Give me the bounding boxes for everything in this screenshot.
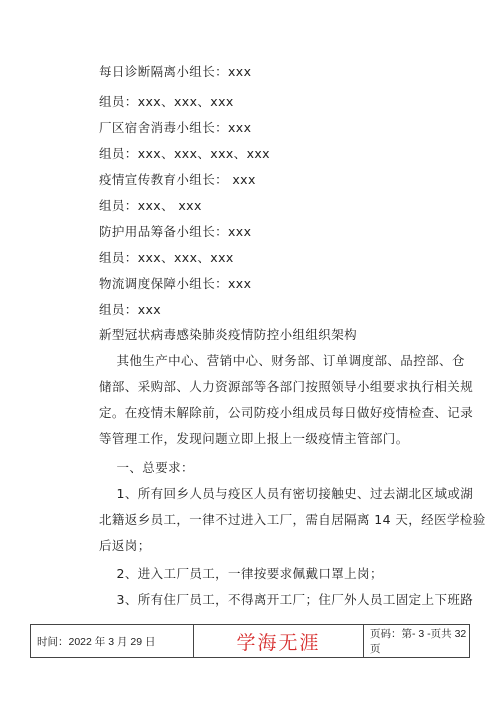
section-heading: 新型冠状病毒感染肺炎疫情防控小组组织架构	[99, 327, 358, 342]
paragraph-line: 1、所有回乡人员与疫区人员有密切接触史、过去湖北区域或湖	[99, 486, 474, 501]
text-line: 组员：xxx	[99, 302, 162, 317]
footer-logo	[194, 625, 364, 657]
footer-page-number: 页码：第- 3 -页共 32 页	[370, 628, 467, 655]
text-line: 组员：xxx、 xxx	[99, 198, 202, 213]
paragraph-line: 2、进入工厂员工，一律按要求佩戴口罩上岗；	[99, 566, 383, 581]
paragraph-line: 3、所有住厂员工，不得离开工厂；住厂外人员工固定上下班路	[99, 592, 474, 607]
footer-date: 时间：2022 年 3 月 29 日	[31, 625, 194, 657]
paragraph-line: 北籍返乡员工，一律不过进入工厂，需自居隔离 14 天，经医学检验	[99, 512, 486, 527]
text-line: 组员：xxx、xxx、xxx	[99, 94, 234, 109]
text-line: 组员：xxx、xxx、xxx	[99, 250, 234, 265]
paragraph-line: 后返岗；	[99, 538, 151, 553]
page-footer	[30, 624, 470, 658]
text-line: 组员：xxx、xxx、xxx、xxx	[99, 146, 270, 161]
text-line: 防护用品筹备小组长：xxx	[99, 224, 252, 239]
paragraph-line: 储部、采购部、人力资源部等各部门按照领导小组要求执行相关规	[99, 379, 474, 394]
requirements-heading: 一、总要求：	[99, 460, 194, 475]
text-line: 厂区宿舍消毒小组长：xxx	[99, 120, 252, 135]
paragraph-line: 定。在疫情未解除前，公司防疫小组成员每日做好疫情检查、记录	[99, 405, 474, 420]
paragraph-line: 其他生产中心、营销中心、财务部、订单调度部、品控部、仓	[99, 353, 465, 368]
text-line: 物流调度保障小组长：xxx	[99, 276, 252, 291]
paragraph-line: 等管理工作，发现问题立即上报上一级疫情主管部门。	[99, 431, 409, 446]
text-line: 每日诊断隔离小组长：xxx	[99, 64, 252, 79]
logo-text: 学海无涯	[236, 631, 321, 654]
text-line: 疫情宣传教育小组长： xxx	[99, 172, 256, 187]
